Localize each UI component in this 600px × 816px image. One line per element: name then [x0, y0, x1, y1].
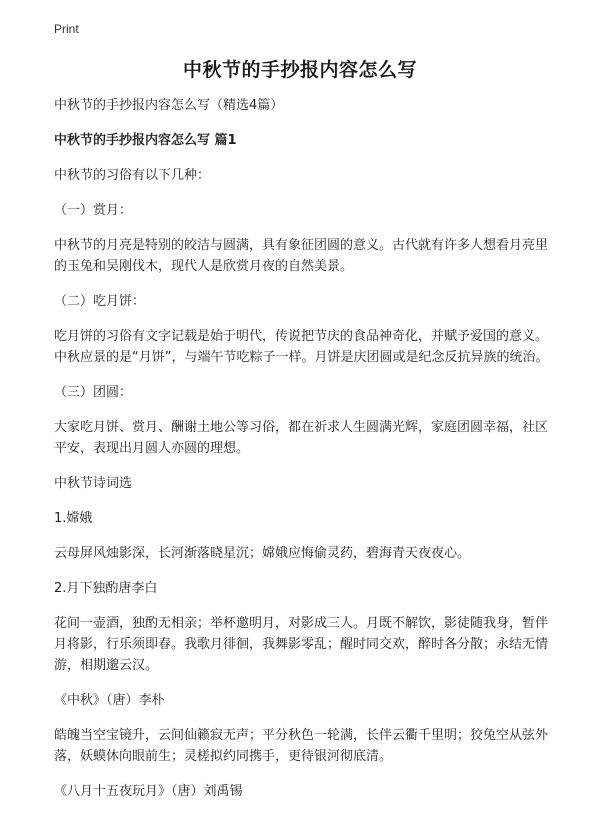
- section-heading: 中秋节的手抄报内容怎么写 篇1: [54, 133, 237, 148]
- subheading: （三）团圆：: [54, 385, 133, 400]
- paragraph: 吃月饼的习俗有文字记载是始于明代，传说把节庆的食品神奇化，并赋予爱国的意义。中秋应景的是“月饼”，与端午节吃粽子一样。月饼是庆团圆或是纪念反抗异族的统治。: [54, 329, 549, 365]
- print-link[interactable]: Print: [54, 22, 79, 36]
- document-body: [54, 95, 554, 816]
- poem-title: 2.月下独酌唐李白: [54, 581, 158, 596]
- subheading: （二）吃月饼：: [54, 294, 146, 309]
- poem-title: 《中秋》（唐）李朴: [54, 693, 165, 708]
- poem-text: 花间一壶酒，独酌无相亲；举杯邀明月，对影成三人。月既不解饮，影徒随我身，暂伴月将影，行乐须即春。我歌月徘徊，我舞影零乱；醒时同交欢，醉时各分散；永结无情游，相期邈云汉。: [54, 616, 549, 673]
- intro-line: 中秋节的手抄报内容怎么写（精选4篇）: [54, 98, 284, 113]
- subheading: （一）赏月：: [54, 203, 133, 218]
- poem-title: 1.嫦娥: [54, 511, 93, 526]
- poem-title: 《八月十五夜玩月》（唐）刘禹锡: [54, 784, 243, 799]
- poem-text: 皓魄当空宝镜升，云间仙籁寂无声；平分秋色一轮满，长伴云衢千里明；狡兔空从弦外落，妖蟆休向眼前生；灵槎拟约同携手，更待银河彻底清。: [54, 728, 549, 764]
- paragraph: 中秋节的习俗有以下几种：: [54, 168, 211, 183]
- poem-text: 云母屏风烛影深，长河渐落晓星沉；嫦娥应悔偷灵药，碧海青天夜夜心。: [54, 546, 471, 561]
- paragraph: 中秋节的月亮是特别的皎洁与圆满，具有象征团圆的意义。古代就有许多人想看月亮里的玉兔和吴刚伐木，现代人是欣赏月夜的自然美景。: [54, 238, 549, 274]
- poem-section-heading: 中秋节诗词选: [54, 476, 133, 491]
- document-title: 中秋节的手抄报内容怎么写: [182, 59, 417, 81]
- paragraph: 大家吃月饼、赏月、酬谢土地公等习俗，都在祈求人生圆满光辉，家庭团圆幸福，社区平安，表现出月圆人亦圆的理想。: [54, 420, 549, 456]
